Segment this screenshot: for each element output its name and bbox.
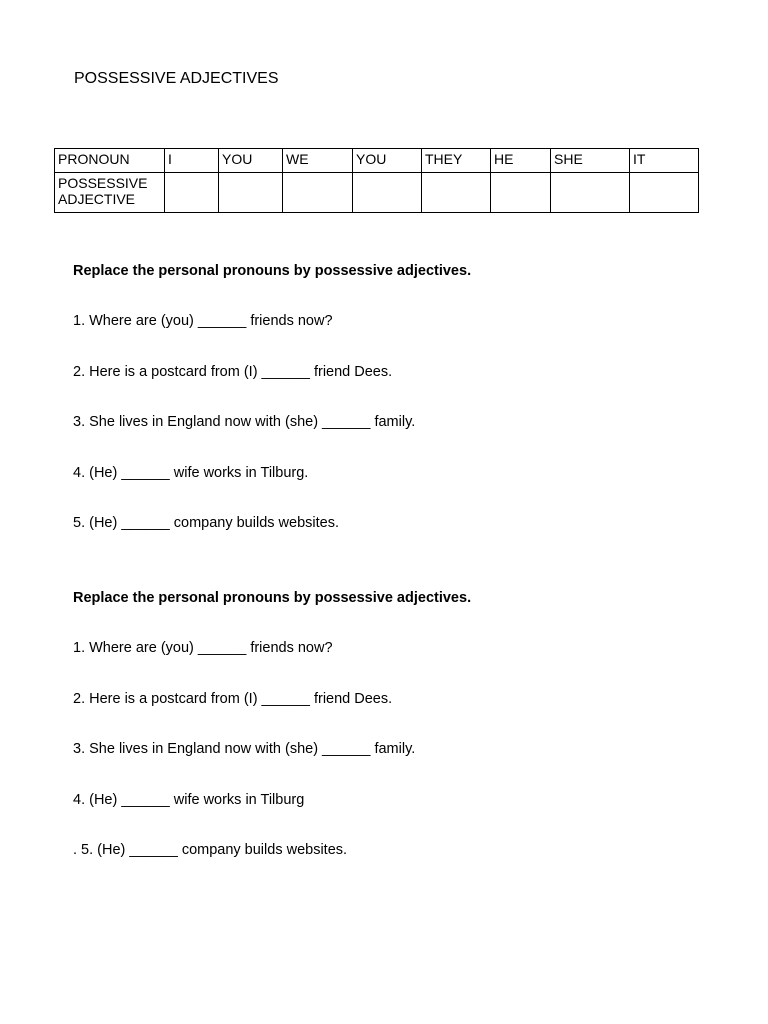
pronoun-cell-you-plural: YOU (353, 149, 422, 173)
section1-instruction: Replace the personal pronouns by possessive adjectives. (73, 263, 472, 279)
pronoun-cell-it: IT (630, 149, 699, 173)
section2-sentence-3: 3. She lives in England now with (she) ______ family. (73, 741, 416, 757)
pronoun-cell-i: I (165, 149, 219, 173)
answer-cell-it[interactable] (630, 173, 699, 213)
pronoun-header-row (55, 149, 699, 173)
answer-cell-i[interactable] (165, 173, 219, 213)
possessive-adjective-label-line2: ADJECTIVE (58, 191, 136, 207)
section1-sentence-1: 1. Where are (you) ______ friends now? (73, 313, 333, 329)
section2-sentence-4: 4. (He) ______ wife works in Tilburg (73, 792, 305, 808)
answer-cell-we[interactable] (283, 173, 353, 213)
section2-sentence-1: 1. Where are (you) ______ friends now? (73, 640, 333, 656)
possessive-adjective-row (55, 173, 699, 213)
answer-cell-they[interactable] (422, 173, 491, 213)
possessive-adjective-label (55, 173, 165, 213)
possessive-adjective-label-line1: POSSESSIVE (58, 175, 148, 191)
pronoun-cell-they: THEY (422, 149, 491, 173)
section1-sentence-2: 2. Here is a postcard from (I) ______ friend Dees. (73, 364, 393, 380)
section2-sentence-2: 2. Here is a postcard from (I) ______ friend Dees. (73, 691, 393, 707)
section1-sentence-4: 4. (He) ______ wife works in Tilburg. (73, 465, 309, 481)
pronoun-cell-we: WE (283, 149, 353, 173)
pronoun-cell-she: SHE (551, 149, 630, 173)
pronoun-table (54, 148, 699, 213)
section1-sentence-3: 3. She lives in England now with (she) ______ family. (73, 414, 416, 430)
pronoun-cell-you: YOU (219, 149, 283, 173)
answer-cell-he[interactable] (491, 173, 551, 213)
pronoun-header-cell: PRONOUN (55, 149, 165, 173)
pronoun-cell-he: HE (491, 149, 551, 173)
answer-cell-you[interactable] (219, 173, 283, 213)
section1-sentence-5: 5. (He) ______ company builds websites. (73, 515, 339, 531)
answer-cell-she[interactable] (551, 173, 630, 213)
answer-cell-you-plural[interactable] (353, 173, 422, 213)
section2-instruction: Replace the personal pronouns by possessive adjectives. (73, 590, 472, 606)
page-title: POSSESSIVE ADJECTIVES (74, 70, 279, 87)
section2-sentence-5: . 5. (He) ______ company builds websites. (73, 842, 348, 858)
